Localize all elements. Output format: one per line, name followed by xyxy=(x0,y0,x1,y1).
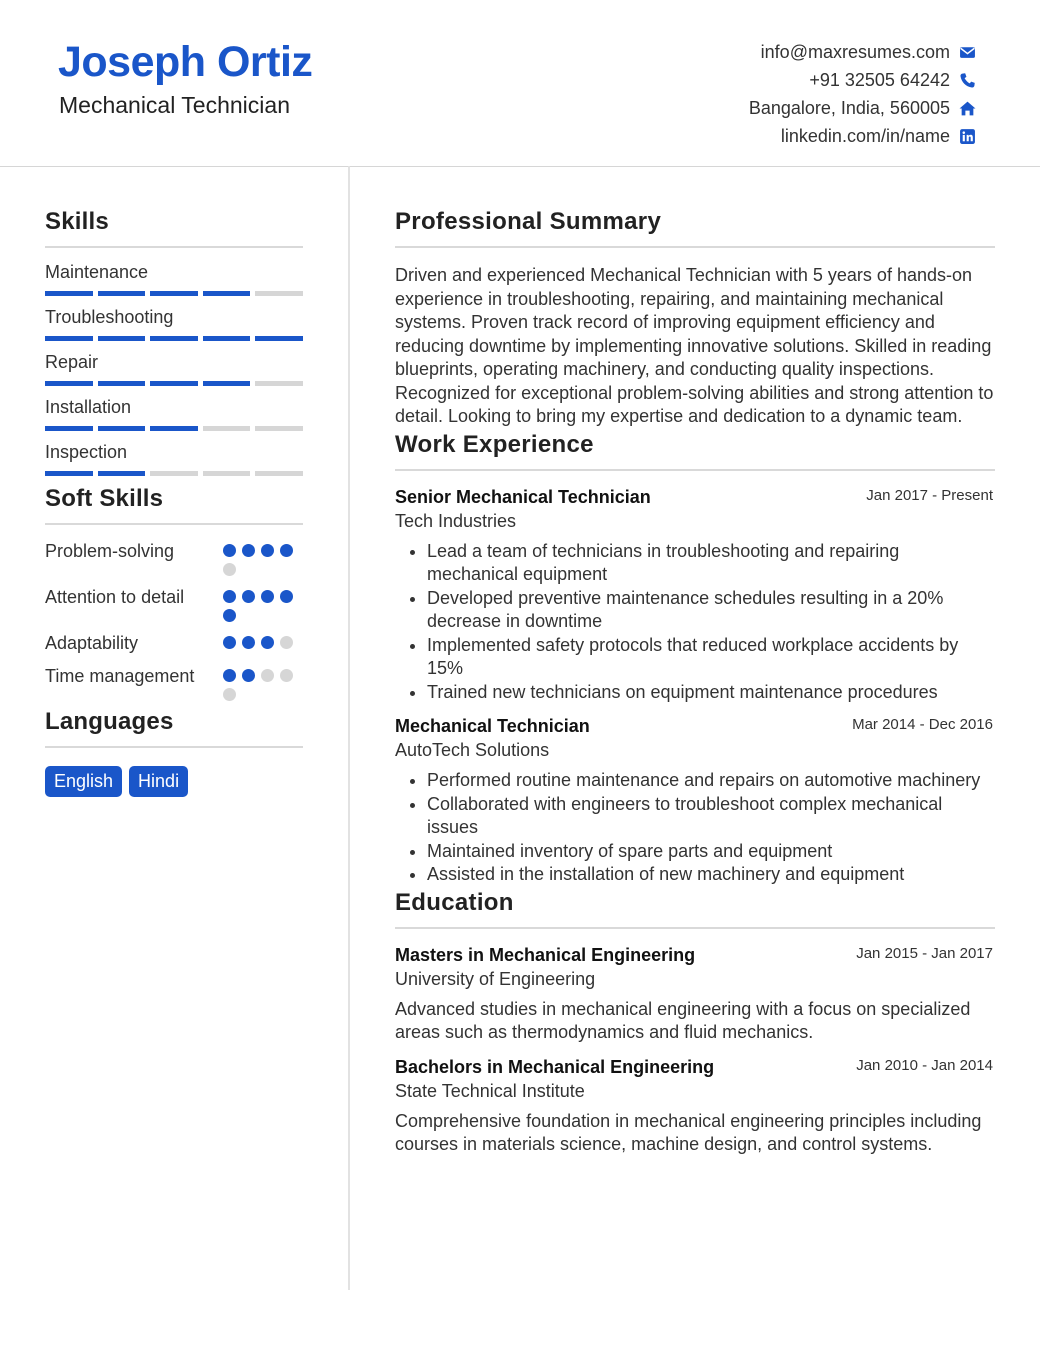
skill-level-segment xyxy=(203,471,251,476)
company-name: Tech Industries xyxy=(395,510,517,531)
skill-level-segment xyxy=(98,336,146,341)
skill-level-bars xyxy=(45,426,303,431)
skill-label: Repair xyxy=(45,352,99,372)
contact-email-text[interactable]: info@maxresumes.com xyxy=(760,41,950,62)
summary-heading: Professional Summary xyxy=(395,208,995,248)
skill-level-segment xyxy=(150,291,198,296)
experience-entry xyxy=(395,487,995,705)
education-dates: Jan 2015 - Jan 2017 xyxy=(856,944,993,962)
company-name: AutoTech Solutions xyxy=(395,740,550,760)
home-icon xyxy=(958,99,976,117)
soft-skills-list xyxy=(45,539,303,701)
envelope-icon xyxy=(958,43,976,61)
soft-skill-label: Time management xyxy=(45,666,195,686)
job-dates: Jan 2017 - Present xyxy=(866,486,993,504)
soft-skill-dot xyxy=(223,590,236,603)
soft-skill-dot xyxy=(280,590,293,603)
soft-skill-row xyxy=(45,664,303,701)
job-bullet: • Trained new technicians on equipment maintenance procedures xyxy=(427,681,995,705)
education-entry xyxy=(395,1057,995,1157)
skill-level-segment xyxy=(203,426,251,431)
skill-level-segment xyxy=(255,381,303,386)
skill-level-bars xyxy=(45,471,303,476)
skill-level-segment xyxy=(98,381,146,386)
experience-entry-header xyxy=(395,716,995,737)
soft-skill-label: Attention to detail xyxy=(45,587,185,607)
linkedin-icon xyxy=(958,127,976,145)
soft-skill-row xyxy=(45,585,303,622)
skill-level-segment xyxy=(150,471,198,476)
job-title: Mechanical Technician xyxy=(395,716,590,736)
soft-skill-dot xyxy=(223,669,236,682)
education-list xyxy=(395,945,995,1157)
summary-text: Driven and experienced Mechanical Technician with 5 years of hands-on experience in troubleshooting, repairing, and maintaining mechanical systems. Proven track record of improving equipment efficiency and reducing downtime by implementing innovative solutions. Skilled in reading blueprints, operating machinery, and conducting quality inspections. Recognized for exceptional problem-solving abilities and strong attention to detail. Looking to bring my expertise and dedication to a dynamic team. xyxy=(395,265,994,426)
skill-level-segment xyxy=(255,426,303,431)
soft-skill-dots xyxy=(223,631,303,655)
experience-list xyxy=(395,487,995,887)
job-bullet: • Performed routine maintenance and repairs on automotive machinery xyxy=(427,769,995,793)
skill-level-segment xyxy=(255,336,303,341)
job-title: Senior Mechanical Technician xyxy=(395,486,651,507)
soft-skill-dot xyxy=(223,563,236,576)
soft-skill-dot xyxy=(242,544,255,557)
degree-title: Bachelors in Mechanical Engineering xyxy=(395,1056,715,1077)
soft-skill-dots xyxy=(223,585,303,622)
skill-level-segment xyxy=(45,471,93,476)
education-description: Advanced studies in mechanical engineering with a focus on specialized areas such as thermodynamics and fluid mechanics. xyxy=(395,998,971,1042)
contact-linkedin-text[interactable]: linkedin.com/in/name xyxy=(780,125,950,146)
skill-label: Troubleshooting xyxy=(45,307,174,327)
job-dates: Mar 2014 - Dec 2016 xyxy=(852,716,993,733)
soft-skills-heading: Soft Skills xyxy=(45,485,303,525)
contact-phone-text[interactable]: +91 32505 64242 xyxy=(809,69,950,90)
contact-email[interactable] xyxy=(749,38,976,66)
languages-list xyxy=(45,766,303,797)
job-bullets xyxy=(395,540,995,705)
soft-skill-dot xyxy=(261,669,274,682)
education-description: Comprehensive foundation in mechanical engineering principles including courses in materials science, machine design, and control systems. xyxy=(395,1110,982,1154)
soft-skill-dot xyxy=(261,636,274,649)
skill-label: Maintenance xyxy=(45,262,149,282)
school-name: State Technical Institute xyxy=(395,1080,585,1101)
job-bullet: • Collaborated with engineers to troubleshoot complex mechanical issues xyxy=(427,793,995,840)
skills-heading: Skills xyxy=(45,208,303,248)
skill-level-segment xyxy=(45,336,93,341)
education-heading: Education xyxy=(395,889,995,929)
experience-entry-header xyxy=(395,487,995,508)
job-bullet: • Lead a team of technicians in troubleshooting and repairing mechanical equipment xyxy=(427,540,995,587)
soft-skill-row xyxy=(45,631,303,655)
language-badge: English xyxy=(45,766,122,797)
soft-skill-dot xyxy=(280,544,293,557)
soft-skill-dot xyxy=(242,636,255,649)
resume-header xyxy=(0,0,1040,167)
job-bullet: • Implemented safety protocols that reduced workplace accidents by 15% xyxy=(427,634,995,681)
languages-heading: Languages xyxy=(45,708,303,748)
skill-level-segment xyxy=(255,471,303,476)
skill-level-segment xyxy=(98,471,146,476)
education-entry-header xyxy=(395,945,995,966)
soft-skill-dot xyxy=(223,688,236,701)
soft-skill-dot xyxy=(280,636,293,649)
soft-skill-dot xyxy=(261,544,274,557)
soft-skill-dot xyxy=(223,544,236,557)
soft-skill-dot xyxy=(223,636,236,649)
skill-level-segment xyxy=(203,291,251,296)
language-badge: Hindi xyxy=(129,766,188,797)
soft-skill-dot xyxy=(223,609,236,622)
soft-skill-row xyxy=(45,539,303,576)
contact-location xyxy=(749,94,976,122)
soft-skill-dot xyxy=(280,669,293,682)
skill-level-segment xyxy=(203,336,251,341)
column-divider xyxy=(348,166,350,1290)
soft-skill-label: Adaptability xyxy=(45,633,139,653)
soft-skill-dots xyxy=(223,664,303,701)
experience-entry xyxy=(395,716,995,887)
soft-skill-dot xyxy=(242,590,255,603)
job-bullets xyxy=(395,769,995,887)
school-name: University of Engineering xyxy=(395,968,596,989)
right-column xyxy=(395,208,995,1169)
candidate-name: Joseph Ortiz xyxy=(58,38,313,86)
skill-level-segment xyxy=(98,426,146,431)
phone-icon xyxy=(958,71,976,89)
skill-label: Inspection xyxy=(45,442,128,462)
candidate-title: Mechanical Technician xyxy=(59,92,290,118)
education-dates: Jan 2010 - Jan 2014 xyxy=(856,1056,993,1074)
skill-level-bars xyxy=(45,336,303,341)
job-bullet: • Maintained inventory of spare parts and equipment xyxy=(427,840,995,864)
soft-skill-dot xyxy=(242,669,255,682)
contact-list xyxy=(749,38,976,150)
skill-level-bars xyxy=(45,381,303,386)
skill-level-segment xyxy=(45,426,93,431)
skill-label: Installation xyxy=(45,397,132,417)
contact-location-text: Bangalore, India, 560005 xyxy=(748,97,950,118)
left-column xyxy=(45,208,303,797)
skill-level-segment xyxy=(150,381,198,386)
soft-skill-dots xyxy=(223,539,303,576)
soft-skill-label: Problem-solving xyxy=(45,541,175,561)
contact-phone[interactable] xyxy=(749,66,976,94)
job-bullet: • Developed preventive maintenance schedules resulting in a 20% decrease in downtime xyxy=(427,587,995,634)
skill-level-segment xyxy=(255,291,303,296)
skill-level-segment xyxy=(98,291,146,296)
skill-level-segment xyxy=(203,381,251,386)
skill-level-segment xyxy=(150,336,198,341)
skill-level-segment xyxy=(45,381,93,386)
soft-skill-dot xyxy=(261,590,274,603)
education-entry-header xyxy=(395,1057,995,1078)
skill-level-bars xyxy=(45,291,303,296)
contact-linkedin[interactable] xyxy=(749,122,976,150)
skill-level-segment xyxy=(150,426,198,431)
experience-heading: Work Experience xyxy=(395,431,995,471)
education-entry xyxy=(395,945,995,1045)
job-bullet: • Assisted in the installation of new machinery and equipment xyxy=(427,863,995,887)
skills-list xyxy=(45,262,303,476)
degree-title: Masters in Mechanical Engineering xyxy=(395,944,696,965)
skill-level-segment xyxy=(45,291,93,296)
